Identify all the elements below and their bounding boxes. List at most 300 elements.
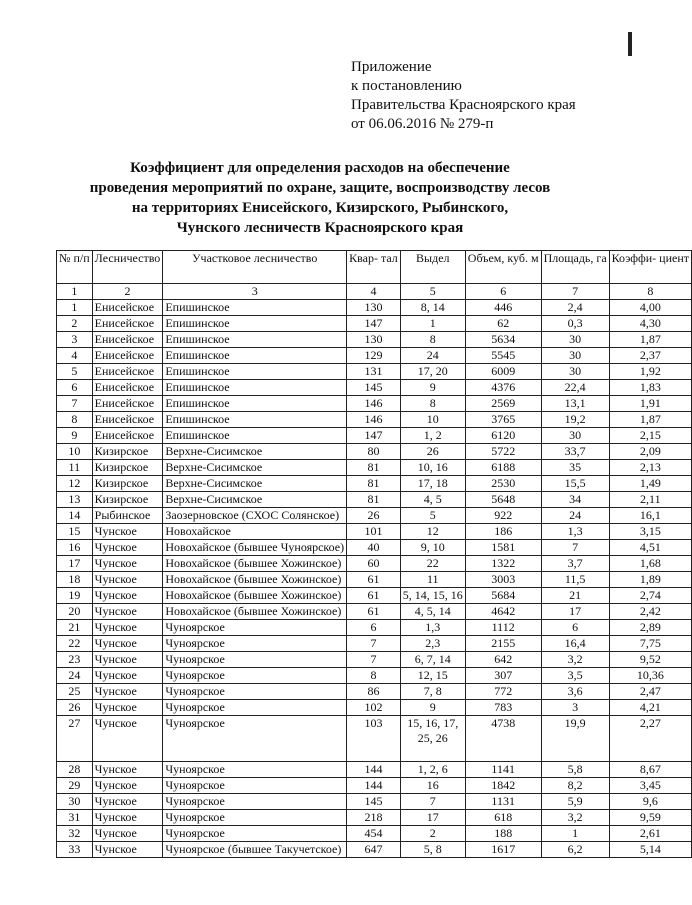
cell-coefficient: 2,74	[609, 588, 691, 604]
cell-coefficient: 2,13	[609, 460, 691, 476]
cell-forestry: Чунское	[92, 762, 163, 778]
cell-num: 9	[57, 428, 93, 444]
cell-volume: 188	[465, 826, 541, 842]
cell-allotment: 5	[400, 508, 465, 524]
cell-num: 16	[57, 540, 93, 556]
cell-coefficient: 1,91	[609, 396, 691, 412]
cell-quarter: 6	[347, 620, 401, 636]
cell-area: 8,2	[541, 778, 609, 794]
cell-volume: 62	[465, 316, 541, 332]
cell-area: 19,9	[541, 716, 609, 762]
cell-quarter: 145	[347, 794, 401, 810]
appendix-line: от 06.06.2016 № 279-п	[351, 116, 494, 132]
cell-coefficient: 4,00	[609, 300, 691, 316]
cell-district: Чуноярское	[163, 684, 347, 700]
cell-allotment: 2,3	[400, 636, 465, 652]
cell-allotment: 24	[400, 348, 465, 364]
cell-forestry: Енисейское	[92, 364, 163, 380]
cell-forestry: Кизирское	[92, 444, 163, 460]
cell-quarter: 218	[347, 810, 401, 826]
cell-num: 11	[57, 460, 93, 476]
cell-num: 4	[57, 348, 93, 364]
cell-quarter: 40	[347, 540, 401, 556]
cell-district: Новохайское (бывшее Чуноярское)	[163, 540, 347, 556]
cell-coefficient: 1,87	[609, 412, 691, 428]
cell-forestry: Чунское	[92, 700, 163, 716]
table-row	[57, 716, 692, 762]
cell-coefficient: 1,89	[609, 572, 691, 588]
cell-coefficient: 2,47	[609, 684, 691, 700]
cell-district: Чуноярское	[163, 668, 347, 684]
cell-quarter: 103	[347, 716, 401, 762]
cell-num: 2	[57, 316, 93, 332]
cell-district: Заозерновское (СХОС Солянское)	[163, 508, 347, 524]
table-body	[57, 300, 692, 858]
cell-num: 8	[57, 412, 93, 428]
cell-district: Чуноярское (бывшее Такучетское)	[163, 842, 347, 858]
cell-area: 35	[541, 460, 609, 476]
cell-coefficient: 1,92	[609, 364, 691, 380]
cell-area: 1,3	[541, 524, 609, 540]
table-row	[57, 636, 692, 652]
cell-district: Новохайское (бывшее Хожинское)	[163, 604, 347, 620]
cell-volume: 2569	[465, 396, 541, 412]
cell-coefficient: 3,15	[609, 524, 691, 540]
cell-coefficient: 4,21	[609, 700, 691, 716]
table-row	[57, 668, 692, 684]
cell-forestry: Чунское	[92, 652, 163, 668]
cell-district: Чуноярское	[163, 700, 347, 716]
document-title	[40, 158, 600, 238]
cell-allotment: 5, 8	[400, 842, 465, 858]
cell-quarter: 61	[347, 604, 401, 620]
cell-forestry: Чунское	[92, 716, 163, 762]
table-row	[57, 316, 692, 332]
cell-area: 11,5	[541, 572, 609, 588]
appendix-block	[351, 58, 576, 134]
cell-volume: 922	[465, 508, 541, 524]
cell-forestry: Чунское	[92, 794, 163, 810]
cell-district: Епишинское	[163, 428, 347, 444]
cell-quarter: 7	[347, 652, 401, 668]
cell-area: 7	[541, 540, 609, 556]
table-row	[57, 700, 692, 716]
cell-num: 5	[57, 364, 93, 380]
cell-forestry: Кизирское	[92, 492, 163, 508]
cell-area: 21	[541, 588, 609, 604]
cell-volume: 1141	[465, 762, 541, 778]
cell-quarter: 144	[347, 762, 401, 778]
cell-volume: 772	[465, 684, 541, 700]
header-volume: Объем, куб. м	[465, 251, 541, 284]
table-row	[57, 778, 692, 794]
cell-allotment: 26	[400, 444, 465, 460]
cell-volume: 4376	[465, 380, 541, 396]
cell-area: 30	[541, 348, 609, 364]
cell-quarter: 81	[347, 492, 401, 508]
cell-district: Чуноярское	[163, 716, 347, 762]
cell-coefficient: 2,37	[609, 348, 691, 364]
cell-district: Новохайское (бывшее Хожинское)	[163, 588, 347, 604]
cell-num: 25	[57, 684, 93, 700]
cell-allotment: 12	[400, 524, 465, 540]
header-allotment: Выдел	[400, 251, 465, 284]
cell-forestry: Чунское	[92, 620, 163, 636]
cell-area: 30	[541, 332, 609, 348]
cell-coefficient: 7,75	[609, 636, 691, 652]
cell-forestry: Кизирское	[92, 460, 163, 476]
cell-forestry: Кизирское	[92, 476, 163, 492]
cell-num: 6	[57, 380, 93, 396]
table-row	[57, 540, 692, 556]
cell-area: 6	[541, 620, 609, 636]
cell-volume: 5545	[465, 348, 541, 364]
title-line: на территориях Енисейского, Кизирского, Рыбинского,	[131, 200, 509, 216]
table-row	[57, 524, 692, 540]
cell-allotment: 11	[400, 572, 465, 588]
appendix-line: к постановлению	[351, 78, 462, 94]
cell-quarter: 147	[347, 428, 401, 444]
cell-area: 6,2	[541, 842, 609, 858]
cell-allotment: 1,3	[400, 620, 465, 636]
cell-quarter: 81	[347, 476, 401, 492]
cell-num: 30	[57, 794, 93, 810]
cell-district: Епишинское	[163, 332, 347, 348]
cell-coefficient: 1,87	[609, 332, 691, 348]
cell-volume: 5684	[465, 588, 541, 604]
cell-district: Верхне-Сисимское	[163, 460, 347, 476]
cell-allotment: 10	[400, 412, 465, 428]
cell-area: 3,7	[541, 556, 609, 572]
cell-num: 10	[57, 444, 93, 460]
column-number: 2	[92, 284, 163, 300]
table-row	[57, 508, 692, 524]
cell-forestry: Чунское	[92, 556, 163, 572]
title-line: проведения мероприятий по охране, защите, воспроизводству лесов	[89, 180, 551, 196]
column-number: 7	[541, 284, 609, 300]
cell-area: 13,1	[541, 396, 609, 412]
cell-allotment: 15, 16, 17, 25, 26	[400, 716, 465, 762]
cell-district: Епишинское	[163, 396, 347, 412]
cell-allotment: 17	[400, 810, 465, 826]
cell-quarter: 102	[347, 700, 401, 716]
cell-forestry: Чунское	[92, 604, 163, 620]
cell-volume: 1131	[465, 794, 541, 810]
cell-district: Новохайское	[163, 524, 347, 540]
cell-num: 28	[57, 762, 93, 778]
cell-num: 15	[57, 524, 93, 540]
cell-volume: 4738	[465, 716, 541, 762]
cell-forestry: Чунское	[92, 778, 163, 794]
cell-district: Чуноярское	[163, 636, 347, 652]
table-row	[57, 762, 692, 778]
cell-volume: 642	[465, 652, 541, 668]
cell-district: Верхне-Сисимское	[163, 444, 347, 460]
cell-district: Новохайское (бывшее Хожинское)	[163, 556, 347, 572]
cell-quarter: 86	[347, 684, 401, 700]
cell-forestry: Енисейское	[92, 316, 163, 332]
cell-area: 33,7	[541, 444, 609, 460]
table-row	[57, 572, 692, 588]
cell-num: 26	[57, 700, 93, 716]
cell-district: Епишинское	[163, 380, 347, 396]
table-row	[57, 412, 692, 428]
cell-area: 15,5	[541, 476, 609, 492]
cell-quarter: 81	[347, 460, 401, 476]
cell-volume: 3003	[465, 572, 541, 588]
cell-coefficient: 2,42	[609, 604, 691, 620]
cell-forestry: Енисейское	[92, 348, 163, 364]
table-row	[57, 684, 692, 700]
cell-area: 3,6	[541, 684, 609, 700]
cell-district: Верхне-Сисимское	[163, 476, 347, 492]
cell-coefficient: 1,83	[609, 380, 691, 396]
cell-volume: 6120	[465, 428, 541, 444]
cell-allotment: 8, 14	[400, 300, 465, 316]
cell-allotment: 12, 15	[400, 668, 465, 684]
cell-coefficient: 2,11	[609, 492, 691, 508]
cell-allotment: 9	[400, 380, 465, 396]
cell-coefficient: 3,45	[609, 778, 691, 794]
cell-coefficient: 16,1	[609, 508, 691, 524]
header-forestry: Лесничество	[92, 251, 163, 284]
cell-district: Епишинское	[163, 300, 347, 316]
cell-allotment: 8	[400, 332, 465, 348]
cell-forestry: Енисейское	[92, 412, 163, 428]
cell-district: Епишинское	[163, 412, 347, 428]
cell-volume: 6188	[465, 460, 541, 476]
cell-coefficient: 2,15	[609, 428, 691, 444]
cell-num: 31	[57, 810, 93, 826]
cell-coefficient: 2,61	[609, 826, 691, 842]
cell-quarter: 146	[347, 412, 401, 428]
cell-area: 30	[541, 428, 609, 444]
cell-forestry: Енисейское	[92, 396, 163, 412]
cell-area: 0,3	[541, 316, 609, 332]
cell-num: 27	[57, 716, 93, 762]
cell-area: 2,4	[541, 300, 609, 316]
table-row	[57, 300, 692, 316]
cell-num: 18	[57, 572, 93, 588]
cell-allotment: 22	[400, 556, 465, 572]
cell-coefficient: 4,51	[609, 540, 691, 556]
cell-area: 30	[541, 364, 609, 380]
cell-area: 19,2	[541, 412, 609, 428]
cell-district: Верхне-Сисимское	[163, 492, 347, 508]
cell-quarter: 130	[347, 300, 401, 316]
table-row	[57, 620, 692, 636]
cell-coefficient: 10,36	[609, 668, 691, 684]
cell-district: Чуноярское	[163, 810, 347, 826]
column-number: 8	[609, 284, 691, 300]
cell-district: Чуноярское	[163, 794, 347, 810]
cell-allotment: 2	[400, 826, 465, 842]
cell-allotment: 1, 2	[400, 428, 465, 444]
cell-forestry: Енисейское	[92, 332, 163, 348]
cell-quarter: 80	[347, 444, 401, 460]
cell-quarter: 647	[347, 842, 401, 858]
cell-num: 19	[57, 588, 93, 604]
column-number-row	[57, 284, 692, 300]
cell-volume: 5634	[465, 332, 541, 348]
cell-volume: 1581	[465, 540, 541, 556]
cell-allotment: 7, 8	[400, 684, 465, 700]
cell-area: 5,8	[541, 762, 609, 778]
cell-volume: 446	[465, 300, 541, 316]
cell-quarter: 101	[347, 524, 401, 540]
cell-forestry: Енисейское	[92, 380, 163, 396]
cell-num: 33	[57, 842, 93, 858]
cell-forestry: Чунское	[92, 636, 163, 652]
cell-area: 3,2	[541, 810, 609, 826]
cell-forestry: Енисейское	[92, 300, 163, 316]
cell-allotment: 4, 5	[400, 492, 465, 508]
cell-allotment: 17, 18	[400, 476, 465, 492]
table-row	[57, 332, 692, 348]
cell-allotment: 17, 20	[400, 364, 465, 380]
cell-num: 13	[57, 492, 93, 508]
header-coefficient: Коэффи- циент	[609, 251, 691, 284]
cell-forestry: Чунское	[92, 684, 163, 700]
cell-volume: 6009	[465, 364, 541, 380]
cell-area: 5,9	[541, 794, 609, 810]
cell-allotment: 4, 5, 14	[400, 604, 465, 620]
cell-coefficient: 2,89	[609, 620, 691, 636]
cell-coefficient: 4,30	[609, 316, 691, 332]
column-number: 6	[465, 284, 541, 300]
table-row	[57, 364, 692, 380]
cell-quarter: 131	[347, 364, 401, 380]
cell-quarter: 144	[347, 778, 401, 794]
cell-quarter: 61	[347, 588, 401, 604]
cell-district: Чуноярское	[163, 762, 347, 778]
cell-num: 7	[57, 396, 93, 412]
cell-allotment: 8	[400, 396, 465, 412]
table-row	[57, 396, 692, 412]
column-number: 4	[347, 284, 401, 300]
cell-district: Чуноярское	[163, 652, 347, 668]
cell-area: 24	[541, 508, 609, 524]
cell-area: 22,4	[541, 380, 609, 396]
table-row	[57, 460, 692, 476]
column-number: 1	[57, 284, 93, 300]
table-row	[57, 842, 692, 858]
table-row	[57, 588, 692, 604]
cell-district: Епишинское	[163, 364, 347, 380]
table-row	[57, 556, 692, 572]
appendix-line: Правительства Красноярского края	[351, 97, 576, 113]
cell-volume: 1322	[465, 556, 541, 572]
cell-coefficient: 2,27	[609, 716, 691, 762]
table-row	[57, 348, 692, 364]
cell-forestry: Чунское	[92, 826, 163, 842]
cell-coefficient: 8,67	[609, 762, 691, 778]
cell-district: Чуноярское	[163, 826, 347, 842]
cell-allotment: 9	[400, 700, 465, 716]
cell-district: Чуноярское	[163, 778, 347, 794]
cell-allotment: 16	[400, 778, 465, 794]
cell-volume: 1842	[465, 778, 541, 794]
cell-num: 29	[57, 778, 93, 794]
cell-coefficient: 2,09	[609, 444, 691, 460]
cell-num: 24	[57, 668, 93, 684]
cell-forestry: Рыбинское	[92, 508, 163, 524]
cell-quarter: 130	[347, 332, 401, 348]
cell-quarter: 145	[347, 380, 401, 396]
cell-coefficient: 9,6	[609, 794, 691, 810]
cell-district: Епишинское	[163, 348, 347, 364]
cell-volume: 2530	[465, 476, 541, 492]
cell-allotment: 7	[400, 794, 465, 810]
cell-coefficient: 9,52	[609, 652, 691, 668]
cell-allotment: 9, 10	[400, 540, 465, 556]
header-num: № п/п	[57, 251, 93, 284]
cell-quarter: 26	[347, 508, 401, 524]
cell-forestry: Чунское	[92, 842, 163, 858]
cell-area: 3	[541, 700, 609, 716]
cell-num: 20	[57, 604, 93, 620]
table-row	[57, 492, 692, 508]
cell-num: 23	[57, 652, 93, 668]
header-district: Участковое лесничество	[163, 251, 347, 284]
table-row	[57, 652, 692, 668]
cell-coefficient: 9,59	[609, 810, 691, 826]
title-line: Чунского лесничеств Красноярского края	[176, 220, 464, 236]
cell-quarter: 147	[347, 316, 401, 332]
cell-volume: 783	[465, 700, 541, 716]
cell-forestry: Чунское	[92, 540, 163, 556]
cell-volume: 1617	[465, 842, 541, 858]
table-row	[57, 380, 692, 396]
cell-quarter: 61	[347, 572, 401, 588]
cell-quarter: 129	[347, 348, 401, 364]
column-number: 3	[163, 284, 347, 300]
table-row	[57, 428, 692, 444]
column-number: 5	[400, 284, 465, 300]
header-quarter: Квар- тал	[347, 251, 401, 284]
cell-volume: 1112	[465, 620, 541, 636]
cell-num: 22	[57, 636, 93, 652]
table-row	[57, 604, 692, 620]
table-row	[57, 444, 692, 460]
cell-forestry: Чунское	[92, 810, 163, 826]
table-row	[57, 794, 692, 810]
cell-volume: 618	[465, 810, 541, 826]
cell-district: Епишинское	[163, 316, 347, 332]
cell-forestry: Чунское	[92, 572, 163, 588]
table-row	[57, 476, 692, 492]
cell-volume: 186	[465, 524, 541, 540]
cell-area: 3,2	[541, 652, 609, 668]
cell-quarter: 8	[347, 668, 401, 684]
cell-district: Новохайское (бывшее Хожинское)	[163, 572, 347, 588]
cell-area: 34	[541, 492, 609, 508]
cell-area: 1	[541, 826, 609, 842]
cell-volume: 5648	[465, 492, 541, 508]
table-row	[57, 826, 692, 842]
cell-area: 3,5	[541, 668, 609, 684]
cell-volume: 4642	[465, 604, 541, 620]
cell-coefficient: 1,68	[609, 556, 691, 572]
cell-forestry: Чунское	[92, 524, 163, 540]
cell-allotment: 6, 7, 14	[400, 652, 465, 668]
cell-allotment: 5, 14, 15, 16	[400, 588, 465, 604]
cell-quarter: 454	[347, 826, 401, 842]
cell-quarter: 146	[347, 396, 401, 412]
cell-allotment: 1	[400, 316, 465, 332]
table-row	[57, 810, 692, 826]
cell-num: 1	[57, 300, 93, 316]
